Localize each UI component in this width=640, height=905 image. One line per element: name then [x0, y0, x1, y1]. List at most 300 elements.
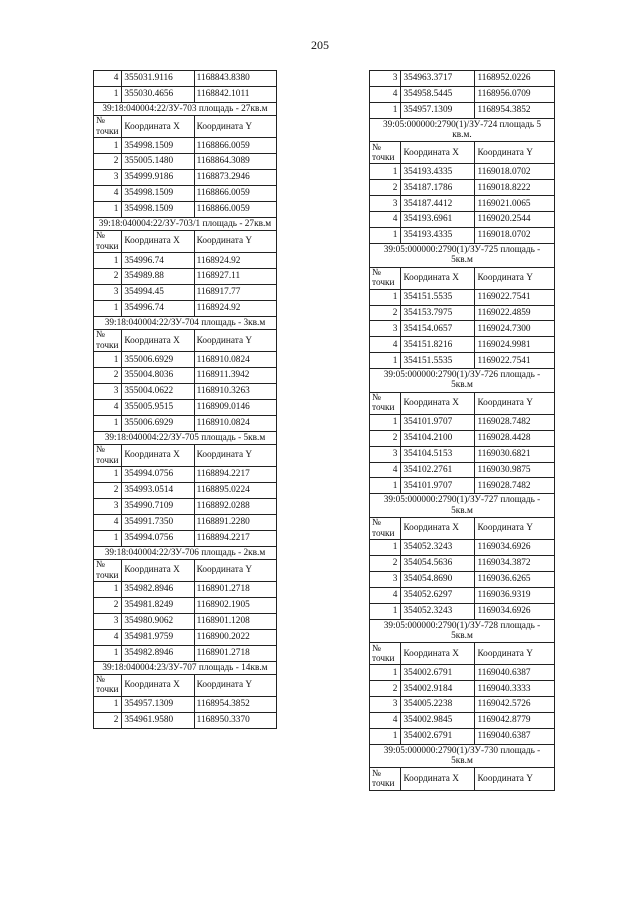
coordinate-y: 1168952.0226: [475, 71, 555, 87]
coordinate-x-header: Координата X: [122, 231, 194, 253]
coordinate-x: 354998.1509: [122, 138, 194, 154]
coordinate-row: [94, 467, 277, 483]
coordinate-row: [94, 483, 277, 499]
coordinate-x-header: Координата X: [122, 559, 194, 581]
coordinate-y: 1168873.2946: [194, 170, 276, 186]
point-number: 3: [370, 446, 401, 462]
coordinate-x: 354054.8690: [401, 571, 475, 587]
section-heading-row: [370, 744, 555, 768]
coordinate-y: 1169036.6265: [475, 571, 555, 587]
coordinate-y: 1168895.0224: [194, 483, 276, 499]
point-number: 1: [94, 201, 122, 217]
coordinate-row: [370, 289, 555, 305]
coordinate-y: 1169018.8222: [475, 180, 555, 196]
coordinate-y-header: Координата Y: [475, 768, 555, 790]
point-number-header: № точки: [94, 674, 122, 696]
section-heading-row: [370, 619, 555, 643]
coordinate-x-header: Координата X: [122, 116, 194, 138]
point-number: 2: [94, 712, 122, 728]
column-header-row: [94, 674, 277, 696]
coordinate-y: 1169021.0065: [475, 196, 555, 212]
section-heading-row: [94, 661, 277, 674]
point-number: 2: [370, 556, 401, 572]
point-number: 4: [370, 587, 401, 603]
coordinate-y: 1168956.0709: [475, 86, 555, 102]
coordinate-row: [370, 71, 555, 87]
point-number: 1: [370, 540, 401, 556]
coordinate-x: 354981.8249: [122, 598, 194, 614]
coordinate-x: 355004.8036: [122, 368, 194, 384]
coordinate-x-header: Координата X: [401, 142, 475, 164]
coordinate-x: 354102.2761: [401, 462, 475, 478]
coordinate-row: [370, 414, 555, 430]
coordinate-y: 1169034.6926: [475, 603, 555, 619]
point-number: 4: [370, 86, 401, 102]
coordinate-y: 1168843.8380: [194, 71, 276, 87]
coordinate-y: 1168954.3852: [475, 102, 555, 118]
point-number: 2: [94, 598, 122, 614]
coordinate-x: 354998.1509: [122, 201, 194, 217]
coordinate-y: 1168891.2280: [194, 514, 276, 530]
coordinates-table-left: [93, 70, 277, 729]
coordinate-row: [370, 164, 555, 180]
point-number: 2: [370, 681, 401, 697]
parcel-heading: 39:05:000000:2790(1)/ЗУ-728 площадь - 5кв.м: [370, 619, 555, 643]
coordinate-row: [370, 228, 555, 244]
coordinate-x: 354104.5153: [401, 446, 475, 462]
parcel-heading: 39:18:040004:23/ЗУ-707 площадь - 14кв.м: [94, 661, 277, 674]
coordinate-x: 354994.0756: [122, 530, 194, 546]
section-heading-row: [94, 546, 277, 559]
point-number: 4: [94, 185, 122, 201]
coordinate-row: [370, 713, 555, 729]
coordinate-row: [370, 353, 555, 369]
coordinate-x: 354981.9759: [122, 629, 194, 645]
coordinate-row: [370, 86, 555, 102]
coordinate-x-header: Координата X: [401, 643, 475, 665]
point-number-header: № точки: [94, 231, 122, 253]
coordinate-row: [370, 212, 555, 228]
coordinate-row: [94, 629, 277, 645]
coordinate-y-header: Координата Y: [475, 517, 555, 539]
coordinate-row: [94, 201, 277, 217]
coordinate-y: 1169024.7300: [475, 321, 555, 337]
point-number: 1: [370, 603, 401, 619]
point-number: 4: [94, 71, 122, 87]
coordinate-x: 354052.3243: [401, 540, 475, 556]
point-number-header: № точки: [94, 445, 122, 467]
coordinate-row: [94, 712, 277, 728]
coordinate-y: 1169022.7541: [475, 353, 555, 369]
coordinate-y: 1169028.4428: [475, 430, 555, 446]
coordinate-y: 1168902.1905: [194, 598, 276, 614]
coordinate-x-header: Координата X: [401, 392, 475, 414]
point-number: 3: [370, 571, 401, 587]
point-number: 4: [94, 514, 122, 530]
coordinate-x: 354151.5535: [401, 289, 475, 305]
coordinate-x-header: Координата X: [122, 674, 194, 696]
point-number-header: № точки: [370, 392, 401, 414]
column-header-row: [94, 445, 277, 467]
point-number: 1: [94, 352, 122, 368]
point-number: 3: [370, 697, 401, 713]
point-number: 2: [370, 180, 401, 196]
coordinate-row: [94, 415, 277, 431]
parcel-heading: 39:18:040004:22/ЗУ-705 площадь - 5кв.м: [94, 431, 277, 444]
point-number: 1: [94, 415, 122, 431]
coordinate-x: 354993.0514: [122, 483, 194, 499]
coordinate-row: [370, 196, 555, 212]
coordinate-y: 1169028.7482: [475, 478, 555, 494]
coordinate-y: 1168954.3852: [194, 697, 276, 713]
point-number: 1: [94, 86, 122, 102]
point-number: 1: [370, 164, 401, 180]
parcel-heading: 39:18:040004:22/ЗУ-706 площадь - 2кв.м: [94, 546, 277, 559]
point-number-header: № точки: [370, 768, 401, 790]
point-number: 4: [370, 212, 401, 228]
coordinate-y: 1169028.7482: [475, 414, 555, 430]
page-number: 205: [311, 38, 329, 52]
coordinate-y: 1168950.3370: [194, 712, 276, 728]
coordinate-y: 1169040.3333: [475, 681, 555, 697]
point-number: 1: [94, 138, 122, 154]
point-number: 1: [370, 478, 401, 494]
coordinate-row: [94, 170, 277, 186]
coordinate-y-header: Координата Y: [475, 142, 555, 164]
point-number: 3: [370, 71, 401, 87]
coordinate-row: [94, 613, 277, 629]
point-number: 1: [94, 467, 122, 483]
coordinate-y: 1169024.9981: [475, 337, 555, 353]
coordinate-row: [370, 697, 555, 713]
parcel-heading: 39:18:040004:22/ЗУ-704 площадь - 3кв.м: [94, 316, 277, 329]
coordinate-row: [94, 284, 277, 300]
coordinate-row: [370, 603, 555, 619]
coordinate-x: 354963.3717: [401, 71, 475, 87]
point-number: 3: [370, 196, 401, 212]
coordinate-row: [94, 598, 277, 614]
coordinate-x: 354957.1309: [401, 102, 475, 118]
coordinates-table-right: [369, 70, 555, 791]
coordinate-x: 354104.2100: [401, 430, 475, 446]
coordinate-x: 354989.88: [122, 269, 194, 285]
coordinate-x-header: Координата X: [401, 517, 475, 539]
coordinate-y: 1169018.0702: [475, 228, 555, 244]
coordinate-y: 1168901.2718: [194, 582, 276, 598]
point-number: 3: [370, 321, 401, 337]
left-coordinates-column: [93, 70, 277, 729]
point-number-header: № точки: [94, 559, 122, 581]
coordinate-y: 1168901.1208: [194, 613, 276, 629]
point-number-header: № точки: [370, 643, 401, 665]
coordinate-row: [94, 269, 277, 285]
coordinate-x: 355005.9515: [122, 399, 194, 415]
coordinate-x: 354101.9707: [401, 414, 475, 430]
coordinate-x: 354193.6961: [401, 212, 475, 228]
coordinate-x: 354990.7109: [122, 498, 194, 514]
coordinate-x: 354193.4335: [401, 164, 475, 180]
coordinate-y-header: Координата Y: [475, 392, 555, 414]
coordinate-row: [94, 697, 277, 713]
point-number: 4: [94, 629, 122, 645]
coordinate-x: 354982.8946: [122, 582, 194, 598]
section-heading-row: [94, 217, 277, 230]
coordinate-row: [94, 582, 277, 598]
coordinate-x: 354958.5445: [401, 86, 475, 102]
point-number-header: № точки: [370, 517, 401, 539]
coordinate-y: 1169030.6821: [475, 446, 555, 462]
coordinate-row: [370, 556, 555, 572]
coordinate-y: 1169042.8779: [475, 713, 555, 729]
coordinate-row: [94, 384, 277, 400]
coordinate-x: 354151.5535: [401, 353, 475, 369]
point-number: 4: [370, 713, 401, 729]
column-header-row: [94, 231, 277, 253]
coordinate-y: 1168910.0824: [194, 352, 276, 368]
section-heading-row: [94, 102, 277, 115]
coordinate-y: 1168924.92: [194, 300, 276, 316]
point-number: 1: [370, 665, 401, 681]
coordinate-row: [94, 645, 277, 661]
parcel-heading: 39:18:040004:22/ЗУ-703/1 площадь - 27кв.м: [94, 217, 277, 230]
point-number: 1: [94, 253, 122, 269]
coordinate-x: 354052.6297: [401, 587, 475, 603]
coordinate-y: 1168864.3089: [194, 154, 276, 170]
coordinate-x-header: Координата X: [122, 330, 194, 352]
coordinate-row: [94, 399, 277, 415]
column-header-row: [370, 643, 555, 665]
coordinate-y: 1169034.3872: [475, 556, 555, 572]
section-heading-row: [370, 494, 555, 518]
coordinate-x: 354999.9186: [122, 170, 194, 186]
point-number: 3: [94, 170, 122, 186]
coordinate-y: 1168866.0059: [194, 201, 276, 217]
section-heading-row: [370, 118, 555, 142]
coordinate-row: [94, 154, 277, 170]
coordinate-row: [94, 368, 277, 384]
coordinate-y: 1169020.2544: [475, 212, 555, 228]
coordinate-row: [370, 478, 555, 494]
coordinate-y-header: Координата Y: [194, 674, 276, 696]
parcel-heading: 39:05:000000:2790(1)/ЗУ-725 площадь - 5кв.м: [370, 243, 555, 267]
column-header-row: [370, 392, 555, 414]
coordinate-y-header: Координата Y: [475, 267, 555, 289]
coordinate-x: 355005.1480: [122, 154, 194, 170]
coordinate-x-header: Координата X: [401, 267, 475, 289]
section-heading-row: [370, 243, 555, 267]
column-header-row: [94, 330, 277, 352]
coordinate-x: 355030.4656: [122, 86, 194, 102]
coordinate-x-header: Координата X: [122, 445, 194, 467]
coordinate-x: 355004.0622: [122, 384, 194, 400]
point-number: 2: [94, 483, 122, 499]
coordinate-row: [370, 571, 555, 587]
coordinate-y: 1168894.2217: [194, 530, 276, 546]
coordinate-x: 354002.9184: [401, 681, 475, 697]
parcel-heading: 39:05:000000:2790(1)/ЗУ-727 площадь - 5кв.м: [370, 494, 555, 518]
coordinate-row: [94, 352, 277, 368]
coordinate-x: 354996.74: [122, 253, 194, 269]
coordinate-x: 354193.4335: [401, 228, 475, 244]
coordinate-row: [370, 665, 555, 681]
coordinate-y: 1169018.0702: [475, 164, 555, 180]
column-header-row: [94, 116, 277, 138]
point-number: 4: [370, 337, 401, 353]
coordinate-y: 1168842.1011: [194, 86, 276, 102]
coordinate-row: [370, 446, 555, 462]
coordinate-x: 354002.9845: [401, 713, 475, 729]
point-number: 2: [94, 368, 122, 384]
coordinate-x: 354151.8216: [401, 337, 475, 353]
coordinate-x: 355006.6929: [122, 352, 194, 368]
coordinate-y-header: Координата Y: [194, 559, 276, 581]
parcel-heading: 39:05:000000:2790(1)/ЗУ-724 площадь 5 кв.м.: [370, 118, 555, 142]
coordinate-row: [370, 180, 555, 196]
point-number: 1: [370, 228, 401, 244]
coordinate-x: 355031.9116: [122, 71, 194, 87]
coordinate-y: 1169030.9875: [475, 462, 555, 478]
coordinate-y: 1168917.77: [194, 284, 276, 300]
coordinate-x: 354002.6791: [401, 728, 475, 744]
coordinate-x: 354994.45: [122, 284, 194, 300]
coordinate-y: 1169040.6387: [475, 728, 555, 744]
section-heading-row: [94, 431, 277, 444]
coordinate-row: [370, 540, 555, 556]
coordinate-y: 1169040.6387: [475, 665, 555, 681]
coordinate-y: 1168901.2718: [194, 645, 276, 661]
coordinate-row: [94, 86, 277, 102]
coordinate-row: [370, 728, 555, 744]
point-number: 1: [370, 102, 401, 118]
column-header-row: [370, 267, 555, 289]
point-number-header: № точки: [94, 116, 122, 138]
point-number: 1: [94, 530, 122, 546]
coordinate-x: 354998.1509: [122, 185, 194, 201]
coordinate-y: 1169022.4859: [475, 305, 555, 321]
parcel-heading: 39:05:000000:2790(1)/ЗУ-726 площадь - 5кв.м: [370, 369, 555, 393]
coordinate-x-header: Координата X: [401, 768, 475, 790]
coordinate-row: [370, 462, 555, 478]
column-header-row: [94, 559, 277, 581]
coordinate-row: [370, 681, 555, 697]
coordinate-row: [370, 102, 555, 118]
coordinate-y: 1168927.11: [194, 269, 276, 285]
coordinate-y: 1168910.3263: [194, 384, 276, 400]
column-header-row: [370, 768, 555, 790]
coordinate-y: 1168924.92: [194, 253, 276, 269]
coordinate-row: [94, 530, 277, 546]
coordinate-x: 354052.3243: [401, 603, 475, 619]
point-number: 1: [94, 582, 122, 598]
coordinate-y: 1169036.9319: [475, 587, 555, 603]
point-number-header: № точки: [370, 142, 401, 164]
coordinate-y: 1169034.6926: [475, 540, 555, 556]
coordinate-row: [94, 498, 277, 514]
point-number: 4: [370, 462, 401, 478]
point-number: 3: [94, 384, 122, 400]
coordinate-x: 354991.7350: [122, 514, 194, 530]
coordinate-row: [94, 138, 277, 154]
point-number: 3: [94, 284, 122, 300]
coordinate-x: 354957.1309: [122, 697, 194, 713]
coordinate-row: [370, 321, 555, 337]
point-number: 3: [94, 613, 122, 629]
coordinate-x: 354101.9707: [401, 478, 475, 494]
right-coordinates-column: [369, 70, 555, 791]
coordinate-y: 1169022.7541: [475, 289, 555, 305]
point-number: 4: [94, 399, 122, 415]
point-number-header: № точки: [94, 330, 122, 352]
coordinate-x: 354994.0756: [122, 467, 194, 483]
section-heading-row: [370, 369, 555, 393]
coordinate-y: 1168892.0288: [194, 498, 276, 514]
point-number: 2: [370, 305, 401, 321]
point-number-header: № точки: [370, 267, 401, 289]
column-header-row: [370, 517, 555, 539]
coordinate-x: 355006.6929: [122, 415, 194, 431]
coordinate-y: 1168909.0146: [194, 399, 276, 415]
coordinate-x: 354980.9062: [122, 613, 194, 629]
coordinate-x: 354996.74: [122, 300, 194, 316]
coordinate-row: [94, 253, 277, 269]
coordinate-x: 354154.0657: [401, 321, 475, 337]
coordinate-x: 354982.8946: [122, 645, 194, 661]
coordinate-row: [94, 514, 277, 530]
section-heading-row: [94, 316, 277, 329]
coordinate-y: 1169042.5726: [475, 697, 555, 713]
coordinate-row: [370, 587, 555, 603]
coordinate-y-header: Координата Y: [194, 330, 276, 352]
parcel-heading: 39:05:000000:2790(1)/ЗУ-730 площадь - 5кв.м: [370, 744, 555, 768]
coordinate-y: 1168894.2217: [194, 467, 276, 483]
coordinate-y: 1168866.0059: [194, 185, 276, 201]
coordinate-row: [370, 305, 555, 321]
coordinate-x: 354054.5636: [401, 556, 475, 572]
coordinate-y: 1168900.2022: [194, 629, 276, 645]
coordinate-x: 354961.9580: [122, 712, 194, 728]
coordinate-y: 1168910.0824: [194, 415, 276, 431]
point-number: 2: [94, 269, 122, 285]
coordinate-row: [94, 71, 277, 87]
column-header-row: [370, 142, 555, 164]
coordinate-x: 354187.4412: [401, 196, 475, 212]
coordinate-y-header: Координата Y: [194, 445, 276, 467]
coordinate-x: 354002.6791: [401, 665, 475, 681]
coordinate-y-header: Координата Y: [194, 116, 276, 138]
coordinate-y-header: Координата Y: [475, 643, 555, 665]
point-number: 2: [94, 154, 122, 170]
point-number: 1: [94, 300, 122, 316]
coordinate-y: 1168911.3942: [194, 368, 276, 384]
coordinate-x: 354153.7975: [401, 305, 475, 321]
coordinate-row: [94, 185, 277, 201]
point-number: 2: [370, 430, 401, 446]
point-number: 1: [370, 353, 401, 369]
coordinate-x: 354005.2238: [401, 697, 475, 713]
point-number: 1: [94, 697, 122, 713]
parcel-heading: 39:18:040004:22/ЗУ-703 площадь - 27кв.м: [94, 102, 277, 115]
coordinate-x: 354187.1786: [401, 180, 475, 196]
point-number: 3: [94, 498, 122, 514]
point-number: 1: [370, 289, 401, 305]
coordinate-y-header: Координата Y: [194, 231, 276, 253]
point-number: 1: [94, 645, 122, 661]
point-number: 1: [370, 414, 401, 430]
coordinate-row: [94, 300, 277, 316]
coordinate-row: [370, 337, 555, 353]
coordinate-y: 1168866.0059: [194, 138, 276, 154]
point-number: 1: [370, 728, 401, 744]
